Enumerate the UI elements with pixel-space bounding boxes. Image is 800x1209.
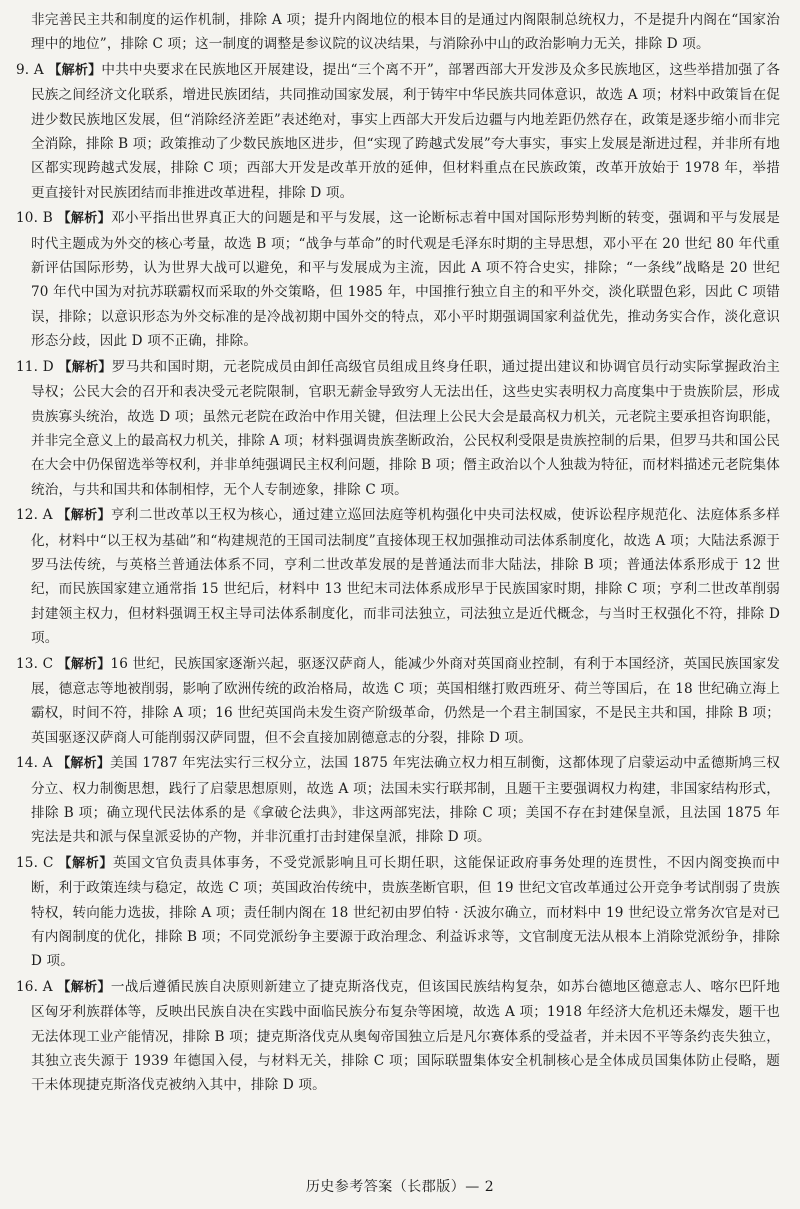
answer-item	[16, 851, 780, 974]
answer-paragraph	[16, 851, 780, 974]
answer-item	[16, 355, 780, 502]
answer-paragraph	[16, 503, 780, 650]
answer-item	[16, 503, 780, 650]
answer-number: 12. A	[16, 507, 53, 524]
answer-explanation: 罗马共和国时期，元老院成员由卸任高级官员组成且终身任职，通过提出建议和协调官员行动实际掌握政治主导权；公民大会的召开和表决受元老院限制，官职无薪金导致穷人无法出任，这些史实表明权力高度集中于贵族阶层，形成贵族寡头统治，故选 D 项；虽然元老院在政治中作用关键，但法理上公民大会是最高权力机关，元老院主要承担咨询职能，并非完全意义上的最高权力机关，排除 A 项；材料强调贵族垄断政治，公民权利受限是贵族控制的后果，但罗马共和国公民在大会中仍保留选举等权利，并非单纯强调民主权利问题，排除 B 项；僭主政治以个人独裁为特征，而材料描述元老院集体统治，与共和国共和体制相悖，无个人专制迹象，排除 C 项。	[31, 358, 780, 498]
answer-explanation: 英国文官负责具体事务，不受党派影响且可长期任职，这能保证政府事务处理的连贯性，不因内阁变换而中断，利于政策连续与稳定，故选 C 项；英国政治传统中，贵族垄断官职，但 19 世纪文官改革通过公开竞争考试削弱了贵族特权，转向能力选拔，排除 A 项；责任制内阁在 18 世纪初由罗伯特 · 沃波尔确立，而材料中 19 世纪设立常务次官是对已有内阁制度的优化，排除 B 项；不同党派纷争主要源于政治理念、利益诉求等，文官制度无法从根本上消除党派纷争，排除 D 项。	[31, 854, 780, 970]
answer-item	[16, 206, 780, 353]
analysis-tag: 【解析】	[57, 211, 111, 227]
answer-explanation: 美国 1787 年宪法实行三权分立，法国 1875 年宪法确立权力相互制衡，这都体现了启蒙运动中孟德斯鸠三权分立、权力制衡思想，践行了启蒙思想原则，故选 A 项；法国未实行联邦制，且题干主要强调权力构建，非国家结构形式，排除 B 项；确立现代民法体系的是《拿破仑法典》，非这两部宪法，排除 C 项；美国不存在封建保皇派，且法国 1875 年宪法是共和派与保皇派妥协的产物，并非沉重打击封建保皇派，排除 D 项。	[31, 755, 780, 846]
page-footer: 历史参考答案（长郡版）— 2	[305, 1179, 495, 1195]
answer-paragraph	[16, 206, 780, 353]
answer-explanation: 邓小平指出世界真正大的问题是和平与发展，这一论断标志着中国对国际形势判断的转变，强调和平与发展是时代主题成为外交的核心考量，故选 B 项；“战争与革命”的时代观是毛泽东时期的主导思想，邓小平在 20 世纪 80 年代重新评估国际形势，认为世界大战可以避免，和平与发展成为主流，因此 A 项不符合史实，排除；“一条线”战略是 20 世纪 70 年代中国为对抗苏联霸权而采取的外交策略，但 1985 年，中国推行独立自主的和平外交，淡化联盟色彩，因此 C 项错误，排除；以意识形态为外交标准的是冷战初期中国外交的特点，邓小平时期强调国家利益优先，推动务实合作，淡化意识形态分歧，因此 D 项不正确，排除。	[31, 210, 780, 350]
answer-item	[16, 751, 780, 850]
intro-paragraph: 非完善民主共和制度的运作机制，排除 A 项；提升内阁地位的根本目的是通过内阁限制总统权力，不是提升内阁在“国家治理中的地位”，排除 C 项；这一制度的调整是参议院的议决结果，与消除孙中山的政治影响力无关，排除 D 项。	[31, 12, 780, 53]
answer-explanation: 中共中央要求在民族地区开展建设，提出“三个离不开”，部署西部大开发涉及众多民族地区，这些举措加强了各民族之间经济文化联系，增进民族团结，共同推动国家发展，利于铸牢中华民族共同体意识，故选 A 项；材料中政策旨在促进少数民族地区发展，但“消除经济差距”表述绝对，事实上西部大开发后边疆与内地差距仍然存在，政策是逐步缩小而非完全消除，排除 B 项；政策推动了少数民族地区进步，但“实现了跨越式发展”夸大事实，事实上发展是渐进过程，并非所有地区都实现跨越式发展，排除 C 项；西部大开发是改革开放的延伸，但材料重点在民族政策，改革开放始于 1978 年，举措更直接针对民族团结而非推进改革进程，排除 D 项。	[31, 61, 780, 201]
answer-number: 9. A	[16, 61, 44, 78]
answer-paragraph	[16, 58, 780, 205]
answer-explanation: 16 世纪，民族国家逐渐兴起，驱逐汉萨商人，能减少外商对英国商业控制，有利于本国经济，英国民族国家发展，德意志等地被削弱，影响了欧洲传统的政治格局，故选 C 项；英国相继打败西班牙、荷兰等国后，在 18 世纪确立海上霸权，时间不符，排除 A 项；16 世纪英国尚未发生资产阶级革命，仍然是一个君主制国家，不是民主共和国，排除 B 项；英国驱逐汉萨商人可能削弱汉萨同盟，但不会直接加剧德意志的分裂，排除 D 项。	[31, 655, 780, 746]
answer-number: 15. C	[16, 854, 54, 871]
answer-paragraph	[16, 652, 780, 751]
answer-paragraph	[16, 751, 780, 850]
answer-number: 14. A	[16, 755, 53, 772]
analysis-tag: 【解析】	[58, 855, 113, 871]
answer-item	[16, 975, 780, 1098]
analysis-tag: 【解析】	[58, 359, 112, 375]
answer-explanation: 亨利二世改革以王权为核心，通过建立巡回法庭等机构强化中央司法权威，使诉讼程序规范化、法庭体系多样化，材料中“以王权为基础”和“构建规范的王国司法制度”直接体现王权加强推动司法体系制度化，故选 A 项；大陆法系源于罗马法传统，与英格兰普通法体系不同，亨利二世改革发展的是普通法而非大陆法，排除 B 项；普通法体系形成于 12 世纪，而民族国家建立通常指 15 世纪后，材料中 13 世纪末司法体系成形早于民族国家时期，排除 C 项；亨利二世改革削弱封建领主权力，但材料强调王权主导司法体系制度化，而非司法独立，司法独立是近代概念，与当时王权强化不符，排除 D 项。	[31, 507, 781, 647]
answer-paragraph	[16, 355, 780, 502]
answer-paragraph	[16, 975, 780, 1098]
answer-explanation: 一战后遵循民族自决原则新建立了捷克斯洛伐克，但该国民族结构复杂，如苏台德地区德意志人、喀尔巴阡地区匈牙利族群体等，反映出民族自决在实践中面临民族分布复杂等困境，故选 A 项；1918 年经济大危机还未爆发，题干也无法体现工业产能情况，排除 B 项；捷克斯洛伐克从奥匈帝国独立后是凡尔赛体系的受益者，并未因不平等条约丧失独立，其独立丧失源于 1939 年德国入侵，与材料无关，排除 C 项；国际联盟集体安全机制核心是全体成员国集体防止侵略，题干未体现捷克斯洛伐克被纳入其中，排除 D 项。	[31, 978, 781, 1094]
analysis-tag: 【解析】	[48, 62, 102, 78]
analysis-tag: 【解析】	[57, 979, 111, 995]
analysis-tag: 【解析】	[57, 508, 111, 524]
answer-number: 16. A	[16, 978, 53, 995]
answer-item	[16, 652, 780, 751]
answer-number: 13. C	[16, 655, 54, 672]
answer-list	[16, 58, 780, 1098]
answer-number: 10. B	[16, 210, 53, 227]
analysis-tag: 【解析】	[57, 656, 111, 672]
answer-number: 11. D	[16, 358, 54, 375]
answer-item	[16, 58, 780, 205]
analysis-tag: 【解析】	[57, 756, 111, 772]
